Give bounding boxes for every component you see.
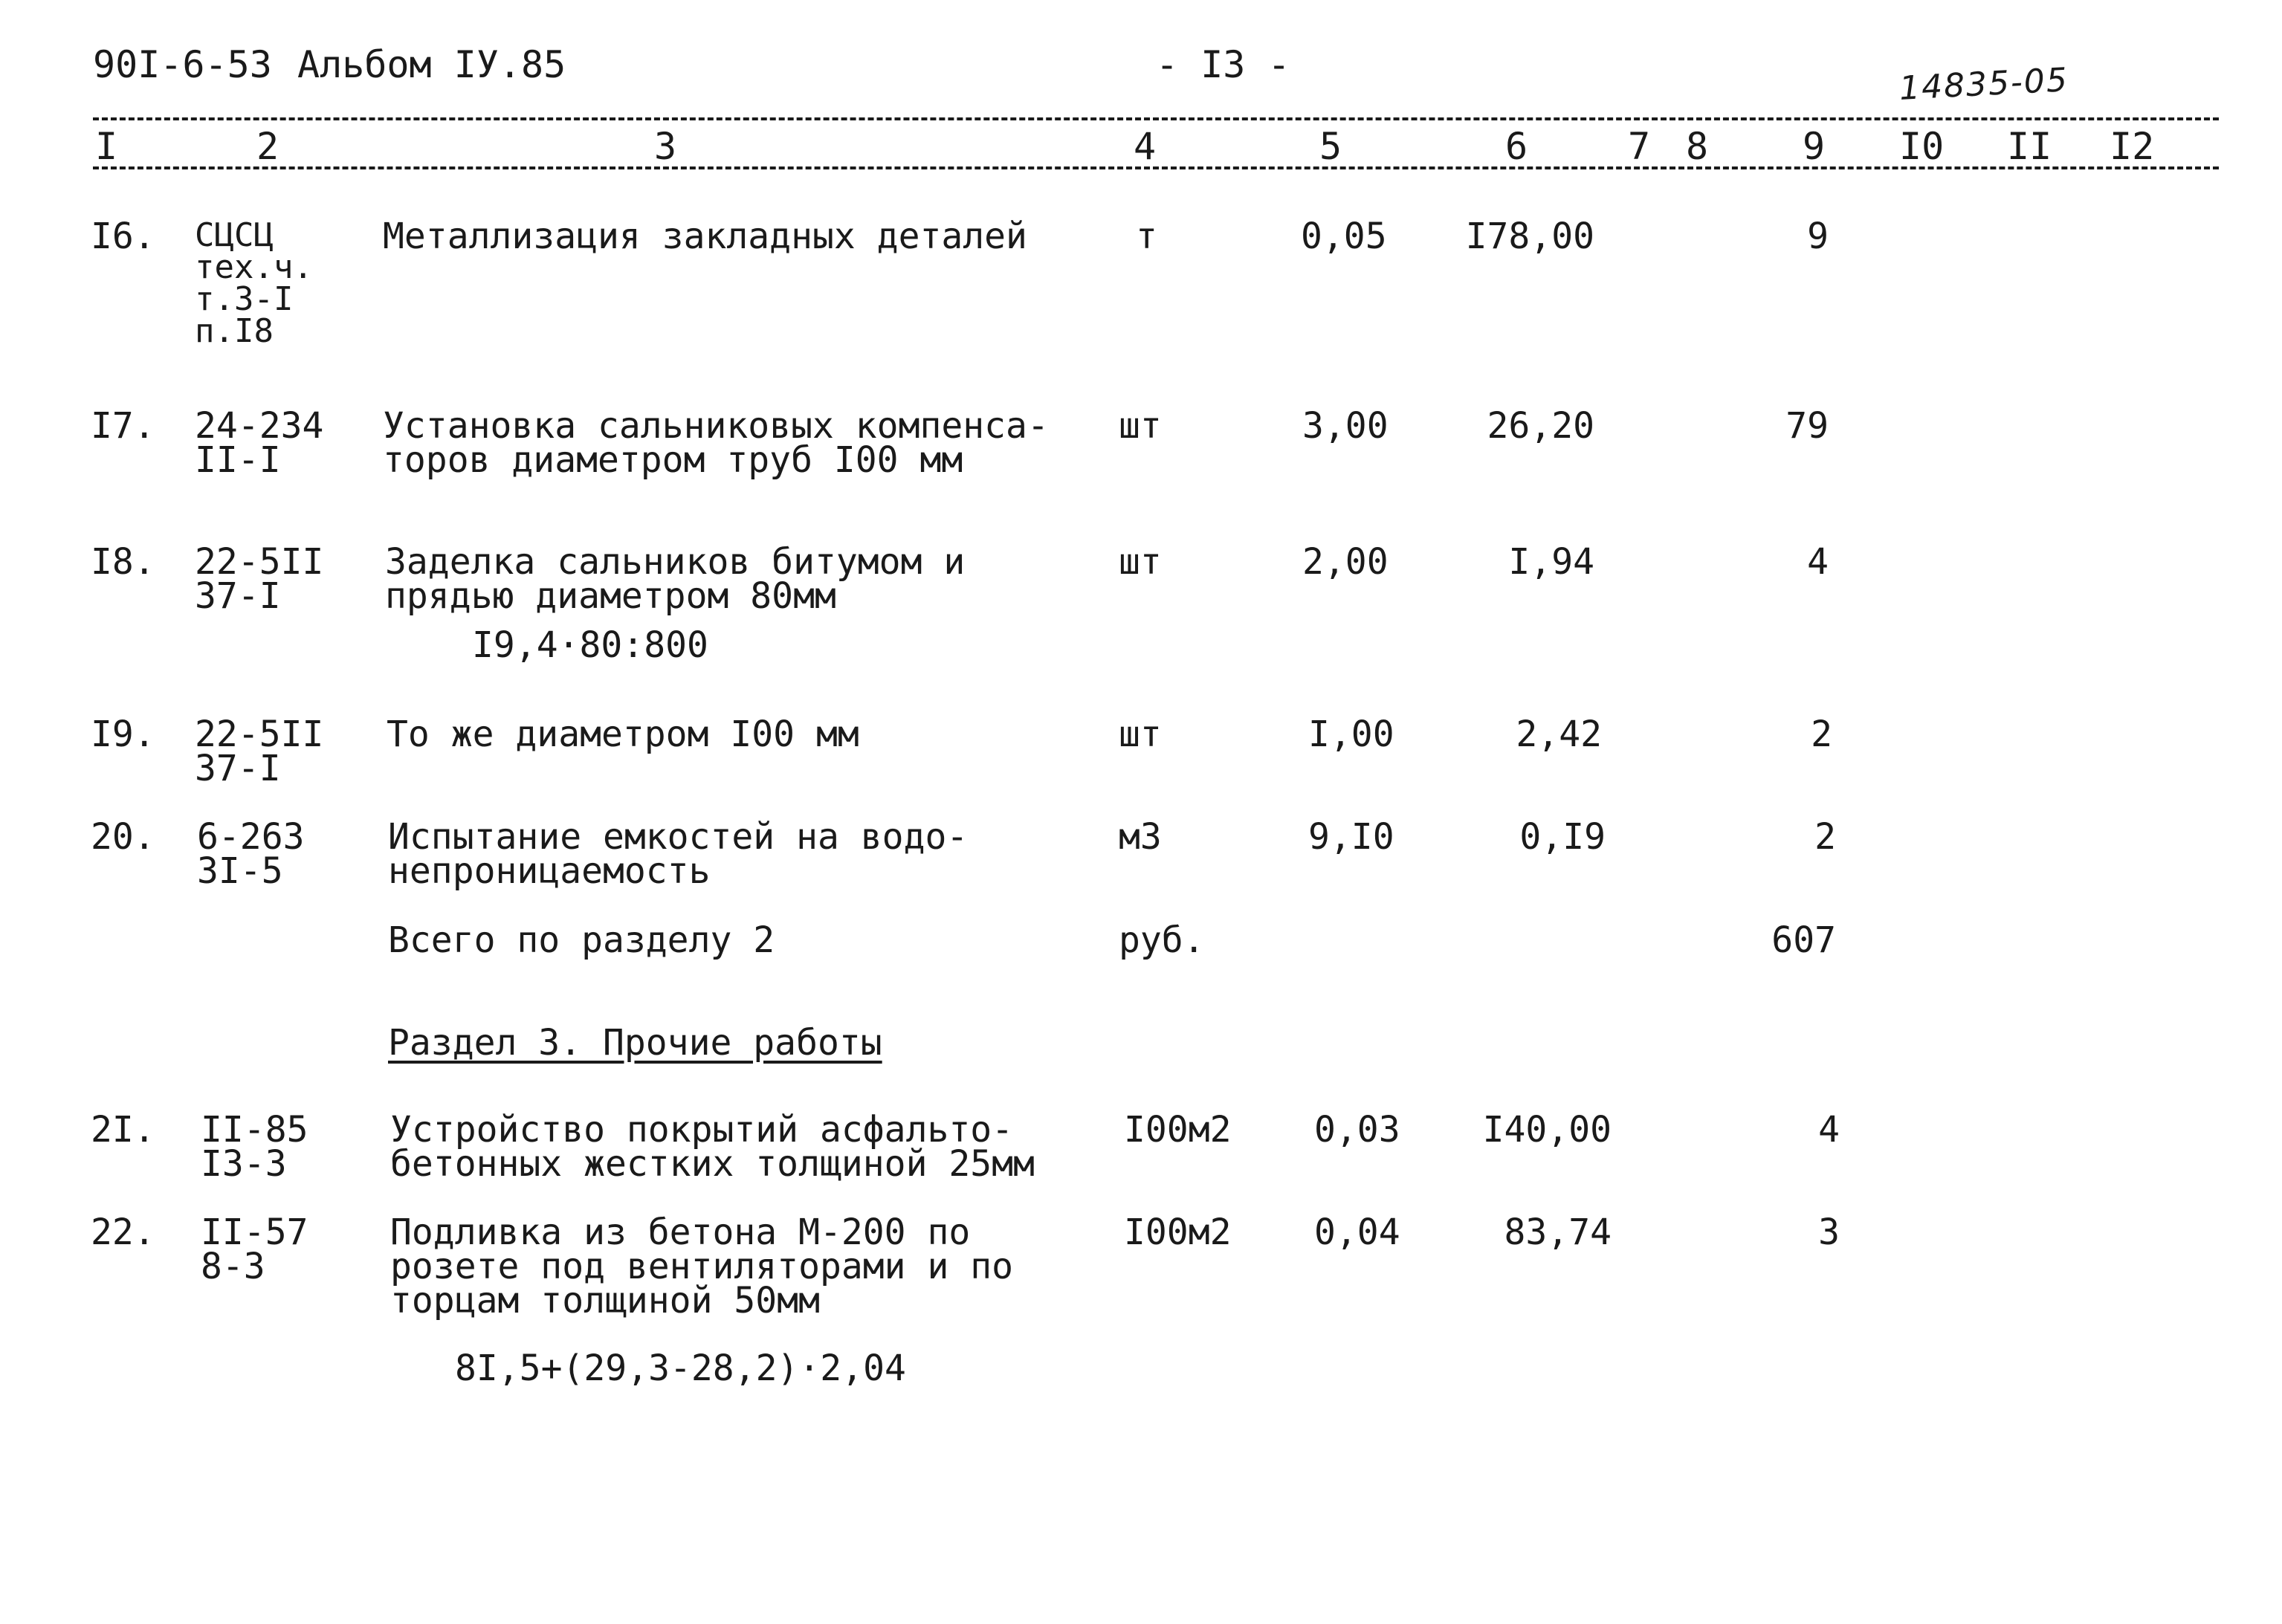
- column-number: 2: [256, 125, 279, 168]
- norm-code: 22-5II 37-I: [195, 714, 324, 789]
- work-description: Установка сальниковых компенса- торов диаметром труб I00 мм: [383, 405, 1049, 481]
- unit-price: I,94: [1508, 541, 1594, 583]
- column-number: 9: [1803, 125, 1826, 168]
- unit: т: [1136, 216, 1157, 257]
- row-number: I8.: [91, 541, 155, 583]
- unit: м3: [1119, 816, 1162, 858]
- unit-price: I40,00: [1482, 1109, 1612, 1151]
- column-number: 8: [1686, 125, 1709, 168]
- quantity: 0,03: [1314, 1109, 1400, 1151]
- quantity: I,00: [1308, 714, 1394, 755]
- section-total-label: Всего по разделу 2: [388, 919, 775, 961]
- section-total-value: 607: [1771, 919, 1836, 961]
- calculation-formula: 8I,5+(29,3-28,2)·2,04: [455, 1348, 906, 1389]
- row-total: 4: [1807, 541, 1829, 583]
- handwritten-reference: 14835-05: [1898, 61, 2070, 108]
- work-description: Испытание емкостей на водо- непроницаемость: [388, 816, 969, 892]
- quantity: 3,00: [1302, 405, 1389, 447]
- row-total: 79: [1785, 405, 1829, 447]
- unit: I00м2: [1124, 1109, 1232, 1151]
- column-number: I2: [2110, 125, 2155, 168]
- quantity: 0,05: [1301, 216, 1387, 257]
- row-number: 20.: [91, 816, 155, 858]
- norm-code: 22-5II 37-I: [195, 541, 324, 617]
- row-number: I9.: [91, 714, 155, 755]
- section-3-heading: Раздел 3. Прочие работы: [388, 1022, 882, 1064]
- work-description: Устройство покрытий асфальто- бетонных жестких толщиной 25мм: [390, 1109, 1035, 1185]
- column-number: 7: [1628, 125, 1651, 168]
- row-number: 2I.: [91, 1109, 155, 1151]
- row-total: 3: [1818, 1211, 1840, 1253]
- album-label: Альбом IУ.85: [297, 43, 566, 86]
- column-number: II: [2007, 125, 2052, 168]
- unit-price: 83,74: [1504, 1211, 1612, 1253]
- column-number: I: [95, 125, 118, 168]
- header-rule-top: [93, 117, 2219, 120]
- column-number: I0: [1899, 125, 1945, 168]
- doc-code: 90I-6-53: [93, 43, 272, 86]
- work-description: Металлизация закладных деталей: [383, 216, 1027, 257]
- section-total-unit: руб.: [1119, 919, 1205, 961]
- header-rule-bottom: [93, 166, 2219, 169]
- quantity: 2,00: [1302, 541, 1389, 583]
- unit-price: 26,20: [1487, 405, 1594, 447]
- row-total: 2: [1811, 714, 1832, 755]
- unit: шт: [1119, 405, 1162, 447]
- page-number: - I3 -: [1156, 43, 1290, 86]
- column-number: 3: [654, 125, 677, 168]
- norm-code: СЦСЦ тех.ч. т.3-I п.I8: [195, 216, 313, 350]
- row-total: 4: [1818, 1109, 1840, 1151]
- quantity: 9,I0: [1308, 816, 1394, 858]
- unit-price: 2,42: [1516, 714, 1602, 755]
- row-number: I6.: [91, 216, 155, 257]
- norm-code: II-85 I3-3: [201, 1109, 308, 1185]
- norm-code: 6-263 3I-5: [197, 816, 305, 892]
- column-number: 6: [1505, 125, 1528, 168]
- quantity: 0,04: [1314, 1211, 1400, 1253]
- calculation-formula: I9,4·80:800: [472, 624, 708, 666]
- unit-price: I78,00: [1465, 216, 1594, 257]
- norm-code: 24-234 II-I: [195, 405, 324, 481]
- unit: шт: [1119, 541, 1162, 583]
- unit: шт: [1119, 714, 1162, 755]
- row-number: 22.: [91, 1211, 155, 1253]
- unit: I00м2: [1124, 1211, 1232, 1253]
- column-number: 5: [1319, 125, 1342, 168]
- work-description: Подливка из бетона М-200 по розете под вентиляторами и по торцам толщиной 50мм: [390, 1211, 1014, 1321]
- row-total: 2: [1814, 816, 1836, 858]
- work-description: То же диаметром I00 мм: [387, 714, 859, 755]
- column-number: 4: [1134, 125, 1157, 168]
- unit-price: 0,I9: [1519, 816, 1606, 858]
- row-total: 9: [1807, 216, 1829, 257]
- row-number: I7.: [91, 405, 155, 447]
- work-description: Заделка сальников битумом и прядью диаметром 80мм: [385, 541, 966, 617]
- norm-code: II-57 8-3: [201, 1211, 308, 1287]
